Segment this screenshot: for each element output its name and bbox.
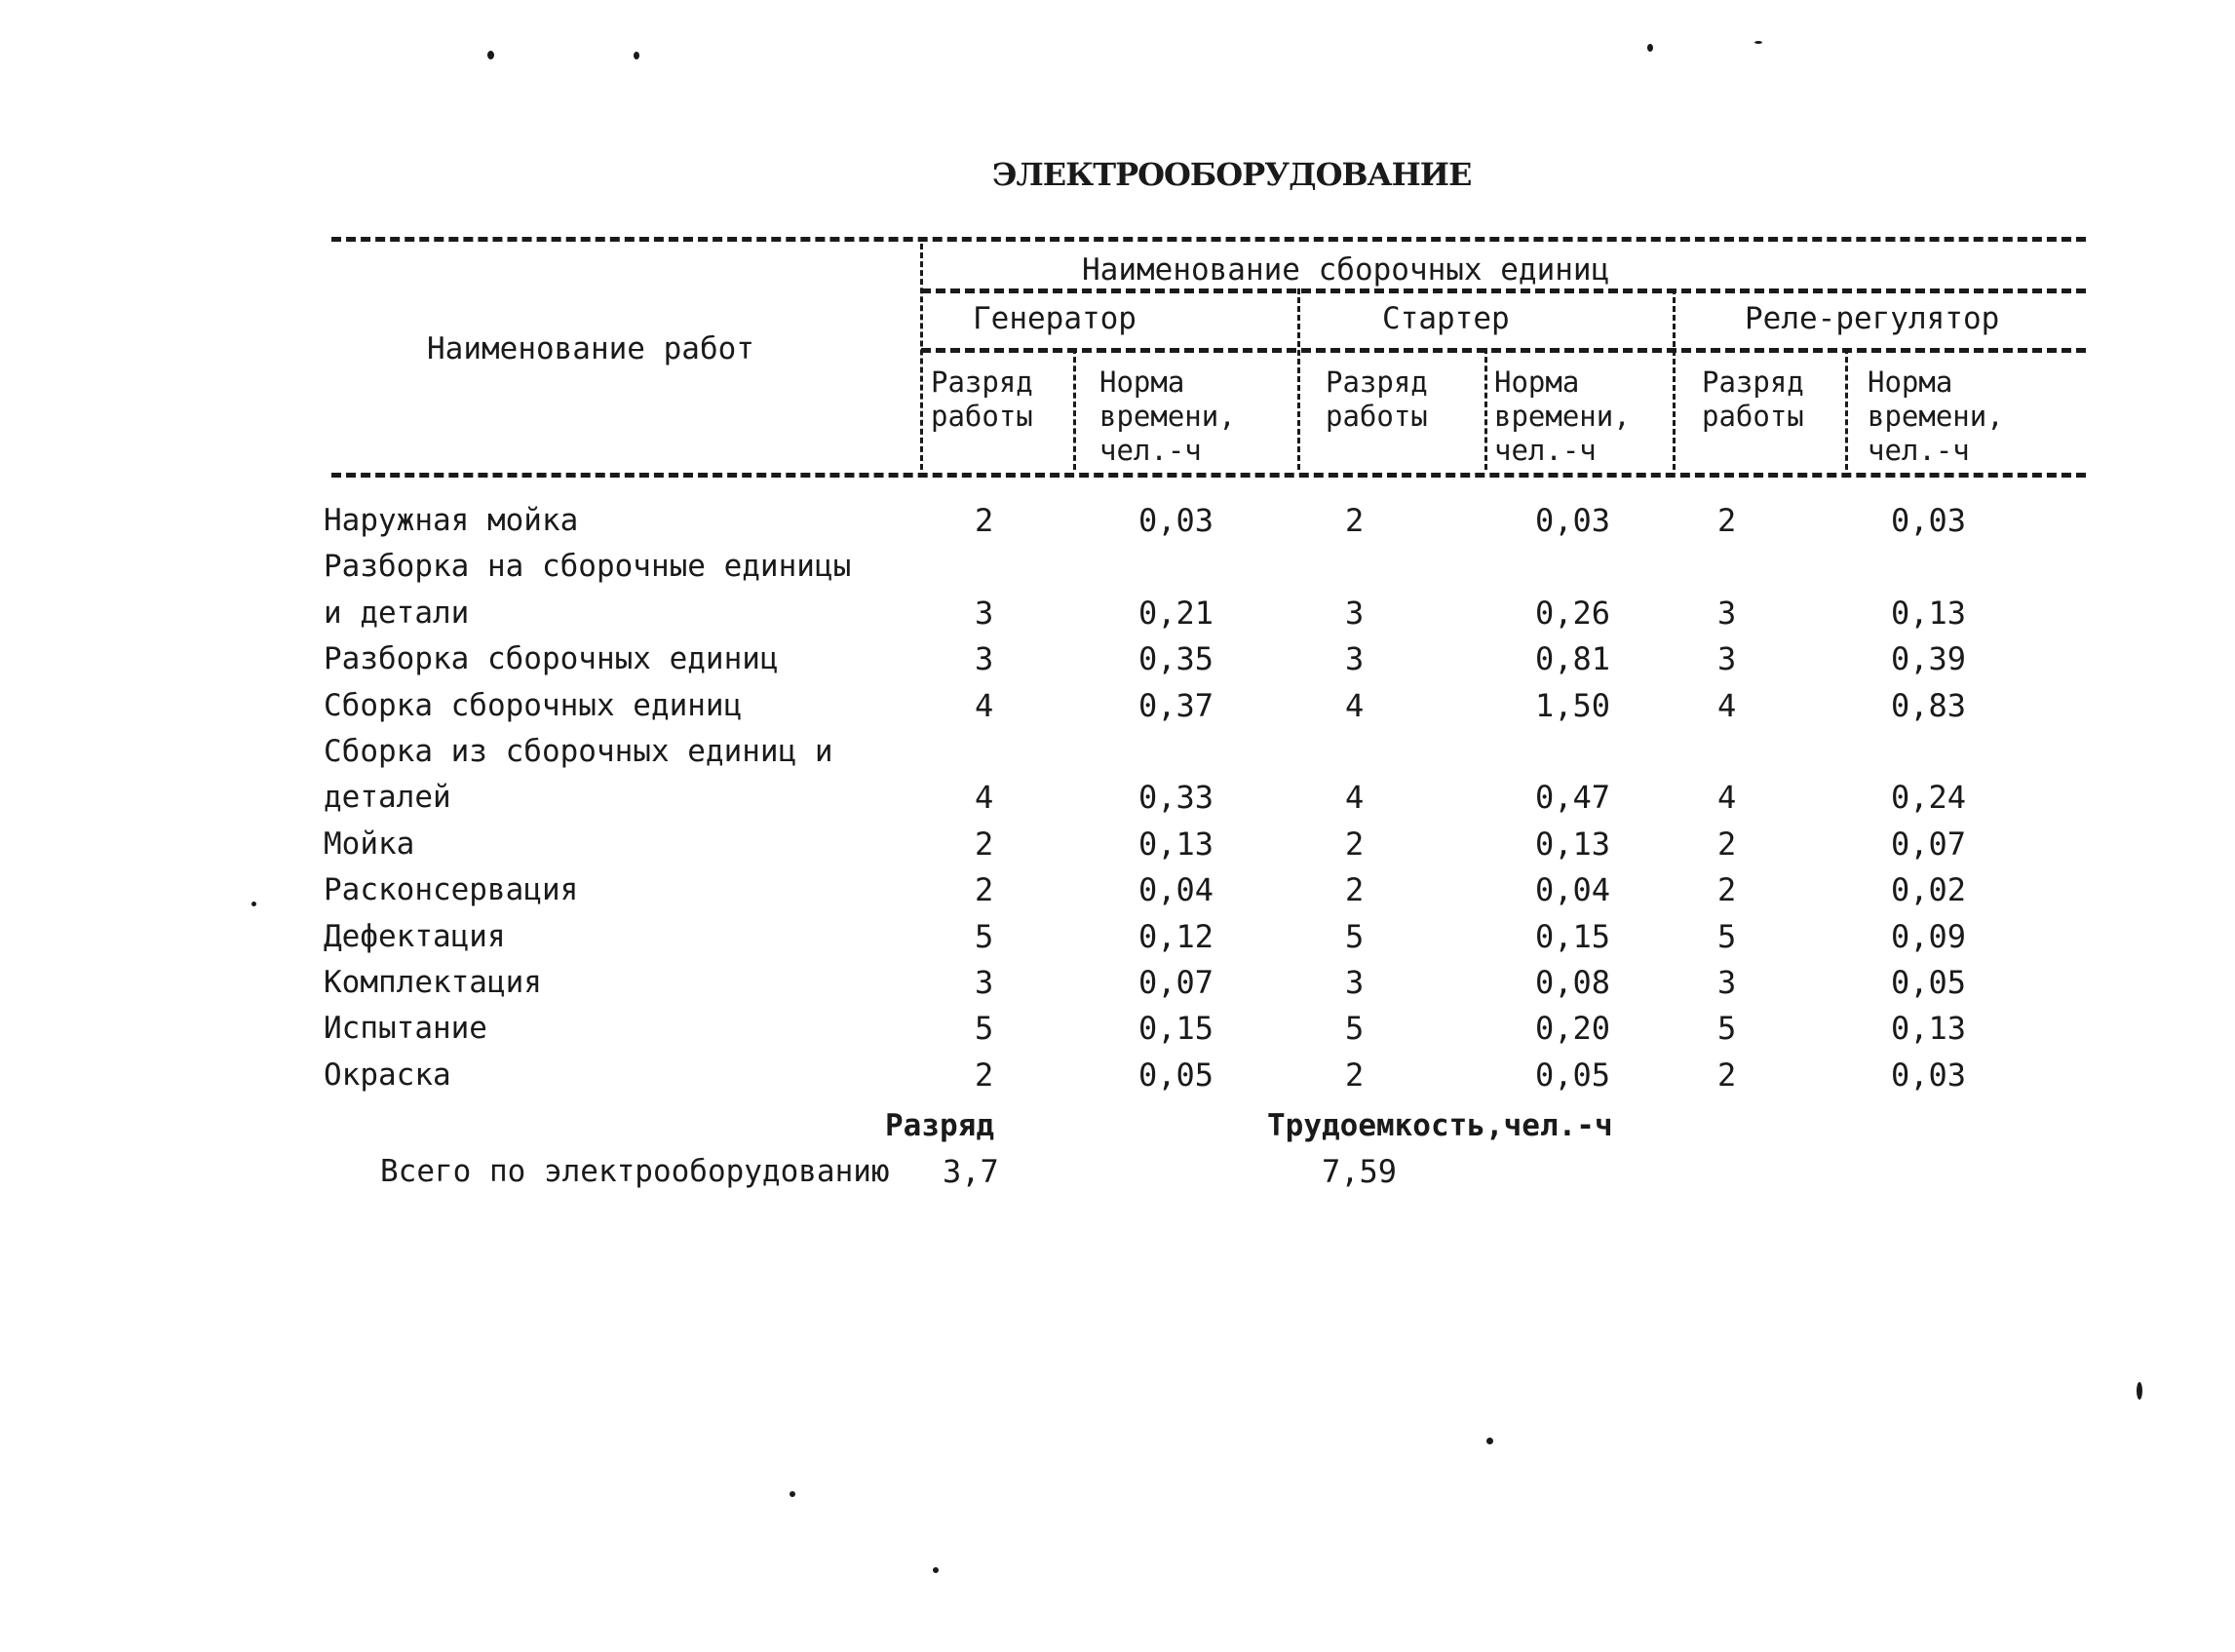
col-divider-gen-norm — [1073, 348, 1076, 470]
row-norm-cell: 0,35 — [1138, 640, 1214, 677]
row-grade-cell: 5 — [1717, 918, 1737, 955]
row-norm-cell: 0,03 — [1138, 502, 1214, 539]
row-grade-cell: 4 — [1345, 687, 1365, 724]
row-grade-cell: 5 — [1345, 918, 1365, 955]
row-grade-cell: 2 — [1345, 826, 1365, 863]
row-grade-cell: 4 — [1717, 687, 1737, 724]
header-unit-relay: Реле-регулятор — [1745, 301, 2000, 336]
row-work-name: деталей — [324, 780, 451, 815]
row-grade-cell: 4 — [975, 779, 994, 816]
row-norm-cell: 0,15 — [1138, 1010, 1214, 1047]
scan-speck — [1486, 1438, 1493, 1444]
row-norm-cell: 0,26 — [1535, 595, 1611, 632]
row-norm-cell: 0,20 — [1535, 1010, 1611, 1047]
row-norm-cell: 0,21 — [1138, 595, 1214, 632]
summary-total-label: Всего по электрооборудованию — [380, 1154, 890, 1189]
row-work-name: Наружная мойка — [324, 503, 579, 538]
scan-speck — [1754, 41, 1762, 44]
row-norm-cell: 0,05 — [1535, 1057, 1611, 1094]
row-norm-cell: 0,24 — [1891, 779, 1967, 816]
row-work-name: Дефектация — [324, 919, 506, 954]
row-norm-cell: 0,05 — [1138, 1057, 1214, 1094]
row-grade-cell: 5 — [975, 1010, 994, 1047]
header-generator-grade: Разряд работы — [931, 365, 1033, 433]
row-grade-cell: 2 — [975, 826, 994, 863]
row-norm-cell: 0,03 — [1891, 502, 1967, 539]
row-grade-cell: 4 — [1717, 779, 1737, 816]
page-title: ЭЛЕКТРООБОРУДОВАНИЕ — [992, 156, 1472, 193]
table-top-rule — [331, 237, 2086, 242]
row-norm-cell: 0,04 — [1535, 871, 1611, 908]
col-divider-starter-norm — [1484, 348, 1487, 470]
row-norm-cell: 0,81 — [1535, 640, 1611, 677]
row-grade-cell: 2 — [1717, 826, 1737, 863]
row-norm-cell: 0,08 — [1535, 964, 1611, 1001]
row-norm-cell: 0,13 — [1891, 1010, 1967, 1047]
row-grade-cell: 3 — [975, 640, 994, 677]
summary-labor-label: Трудоемкость,чел.-ч — [1267, 1108, 1613, 1143]
row-grade-cell: 3 — [1345, 964, 1365, 1001]
header-generator-norm: Норма времени, чел.-ч — [1099, 365, 1236, 467]
row-grade-cell: 3 — [1717, 640, 1737, 677]
row-grade-cell: 2 — [975, 1057, 994, 1094]
row-work-name: Испытание — [324, 1011, 487, 1046]
row-norm-cell: 0,09 — [1891, 918, 1967, 955]
col-divider-relay — [1673, 288, 1676, 470]
row-grade-cell: 2 — [1345, 871, 1365, 908]
row-grade-cell: 4 — [1345, 779, 1365, 816]
row-grade-cell: 5 — [1345, 1010, 1365, 1047]
row-norm-cell: 0,12 — [1138, 918, 1214, 955]
row-grade-cell: 2 — [1345, 1057, 1365, 1094]
header-works-name: Наименование работ — [427, 331, 754, 366]
row-grade-cell: 5 — [1717, 1010, 1737, 1047]
row-norm-cell: 0,39 — [1891, 640, 1967, 677]
row-norm-cell: 0,13 — [1891, 595, 1967, 632]
row-work-name: Сборка из сборочных единиц и — [324, 734, 833, 769]
row-norm-cell: 0,37 — [1138, 687, 1214, 724]
row-norm-cell: 0,04 — [1138, 871, 1214, 908]
scan-speck — [933, 1567, 939, 1573]
row-work-name: Расконсервация — [324, 872, 579, 907]
row-norm-cell: 0,03 — [1891, 1057, 1967, 1094]
row-norm-cell: 0,33 — [1138, 779, 1214, 816]
row-grade-cell: 2 — [1717, 1057, 1737, 1094]
row-grade-cell: 5 — [975, 918, 994, 955]
header-relay-grade: Разряд работы — [1702, 365, 1804, 433]
row-norm-cell: 0,02 — [1891, 871, 1967, 908]
row-work-name: Комплектация — [324, 965, 542, 1000]
row-norm-cell: 0,03 — [1535, 502, 1611, 539]
row-norm-cell: 0,07 — [1138, 964, 1214, 1001]
summary-labor-value: 7,59 — [1322, 1153, 1398, 1190]
header-bottom-rule — [331, 473, 2086, 478]
row-norm-cell: 0,15 — [1535, 918, 1611, 955]
row-work-name: Окраска — [324, 1057, 451, 1093]
header-relay-norm: Норма времени, чел.-ч — [1868, 365, 2004, 467]
row-grade-cell: 3 — [975, 595, 994, 632]
row-work-name: Разборка сборочных единиц — [324, 641, 779, 676]
row-work-name: Сборка сборочных единиц — [324, 688, 743, 723]
row-norm-cell: 0,13 — [1138, 826, 1214, 863]
row-grade-cell: 3 — [975, 964, 994, 1001]
header-starter-grade: Разряд работы — [1326, 365, 1428, 433]
scan-speck — [634, 52, 639, 59]
row-norm-cell: 0,13 — [1535, 826, 1611, 863]
units-subheader-rule — [921, 288, 2086, 293]
header-unit-generator: Генератор — [973, 301, 1137, 336]
row-grade-cell: 3 — [1717, 964, 1737, 1001]
row-grade-cell: 2 — [975, 871, 994, 908]
row-grade-cell: 3 — [1717, 595, 1737, 632]
row-grade-cell: 4 — [975, 687, 994, 724]
scan-speck — [2137, 1382, 2142, 1400]
header-unit-starter: Стартер — [1382, 301, 1510, 336]
row-norm-cell: 0,47 — [1535, 779, 1611, 816]
summary-grade-label: Разряд — [885, 1108, 994, 1143]
row-grade-cell: 2 — [975, 502, 994, 539]
row-work-name: Мойка — [324, 826, 415, 862]
row-grade-cell: 2 — [1345, 502, 1365, 539]
row-norm-cell: 0,83 — [1891, 687, 1967, 724]
summary-grade-value: 3,7 — [943, 1153, 999, 1190]
row-norm-cell: 1,50 — [1535, 687, 1611, 724]
row-work-name: Разборка на сборочные единицы — [324, 549, 852, 584]
row-grade-cell: 3 — [1345, 640, 1365, 677]
col-divider-works — [920, 244, 923, 470]
header-units-group: Наименование сборочных единиц — [1082, 252, 1610, 288]
row-grade-cell: 2 — [1717, 502, 1737, 539]
row-grade-cell: 2 — [1717, 871, 1737, 908]
row-norm-cell: 0,07 — [1891, 826, 1967, 863]
scan-speck — [790, 1491, 795, 1497]
row-grade-cell: 3 — [1345, 595, 1365, 632]
scan-speck — [1647, 44, 1653, 52]
row-norm-cell: 0,05 — [1891, 964, 1967, 1001]
col-divider-relay-norm — [1845, 348, 1848, 470]
header-starter-norm: Норма времени, чел.-ч — [1494, 365, 1631, 467]
unit-names-rule — [921, 348, 2086, 353]
scan-speck — [251, 902, 256, 906]
row-work-name: и детали — [324, 595, 470, 631]
scan-speck — [487, 51, 494, 59]
col-divider-starter — [1297, 288, 1300, 470]
